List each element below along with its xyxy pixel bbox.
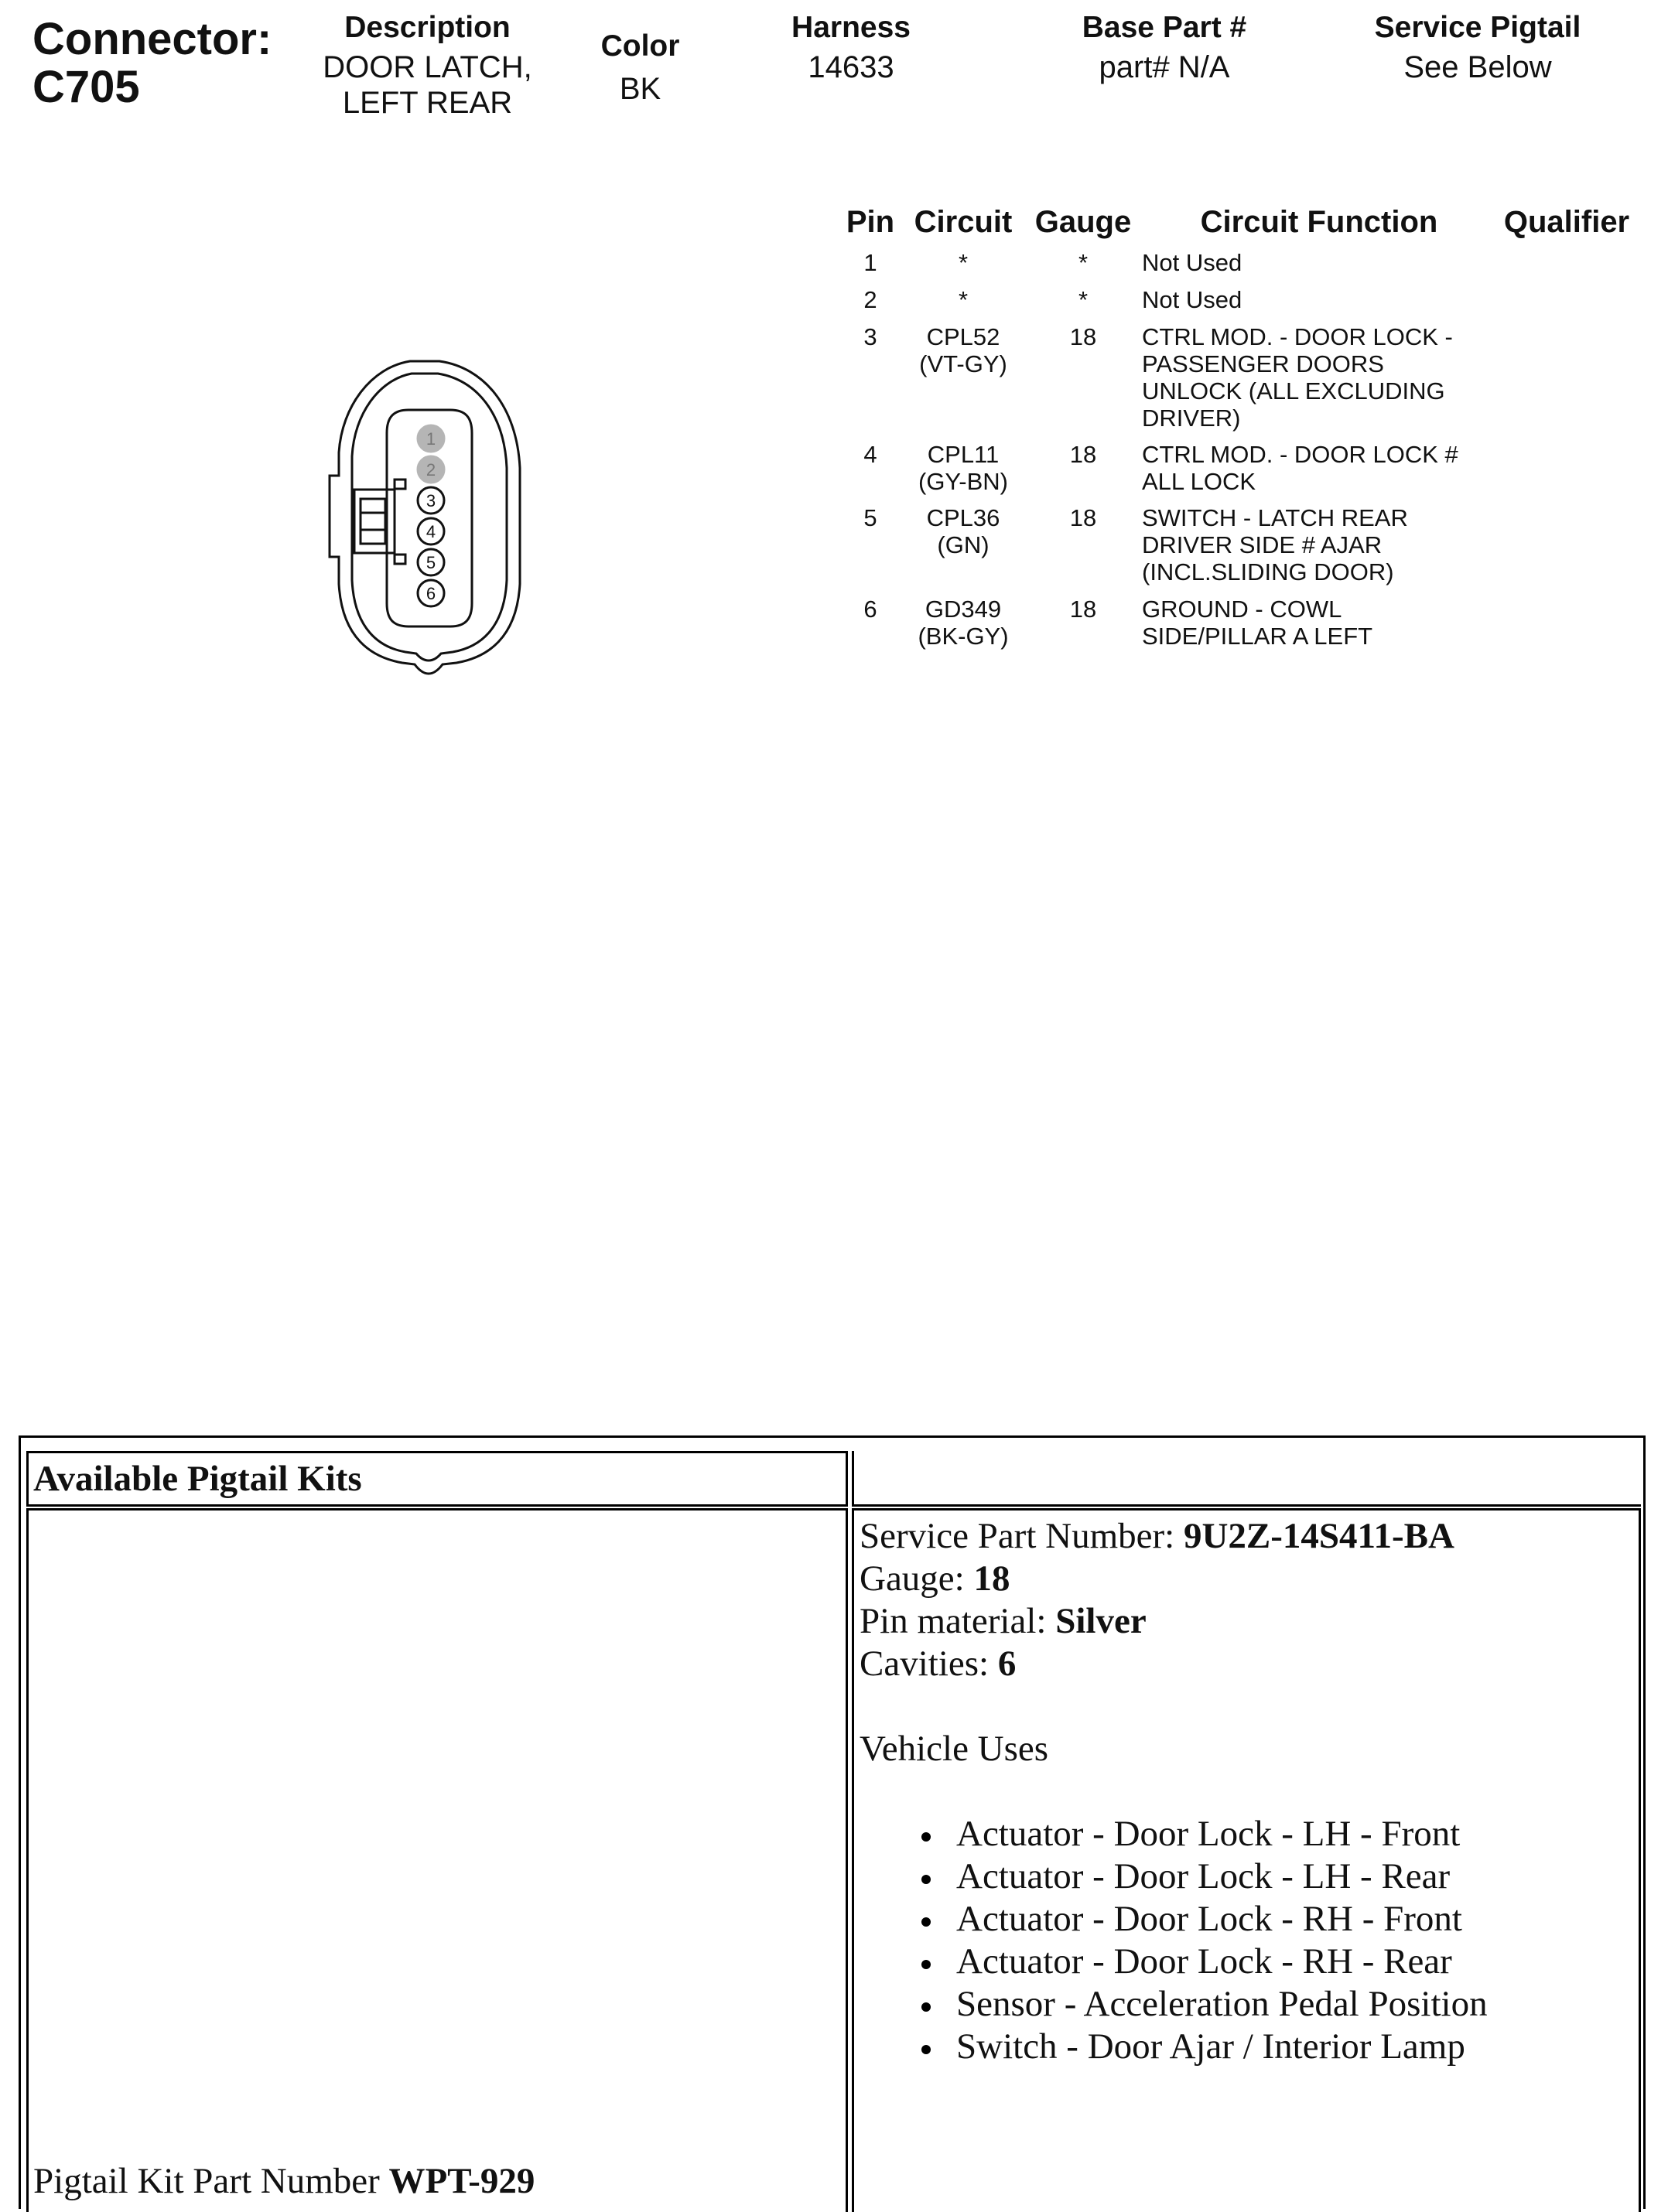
pin-material-label: Pin material: xyxy=(860,1601,1056,1641)
service-pigtail-column xyxy=(1342,0,1613,85)
vehicle-use-item xyxy=(860,1855,1488,1898)
cavities-line xyxy=(860,1643,1488,1685)
pigtail-kit-part-label: Pigtail Kit Part Number xyxy=(33,2161,389,2201)
pigtail-title-box xyxy=(26,1451,848,1507)
service-part-line xyxy=(860,1515,1488,1558)
wire-gauge: 18 xyxy=(1069,441,1097,468)
pin-cavity-label: 1 xyxy=(426,429,436,449)
vehicle-use-text: Actuator - Door Lock - RH - Rear xyxy=(956,1941,1452,1982)
pin-number: 2 xyxy=(863,286,877,313)
vehicle-use-item xyxy=(860,1898,1488,1941)
wire-gauge: * xyxy=(1078,286,1089,313)
pigtail-kit-box xyxy=(26,1508,848,2212)
connector-housing-inner xyxy=(352,374,507,661)
circuit-wire-color: (VT-GY) xyxy=(919,350,1007,377)
wire-gauge: 18 xyxy=(1069,596,1097,623)
pin-cavity-label: 4 xyxy=(426,522,436,541)
bullet-icon xyxy=(921,2002,931,2012)
color-column xyxy=(576,0,704,107)
pigtail-title: Available Pigtail Kits xyxy=(33,1459,362,1499)
harness-column xyxy=(743,0,959,85)
connector-value: C705 xyxy=(32,62,140,112)
vehicle-use-text: Sensor - Acceleration Pedal Position xyxy=(956,1984,1488,2024)
service-pigtail-value: See Below xyxy=(1403,50,1552,84)
qualifier-col-header: Qualifier xyxy=(1503,205,1630,239)
circuit-id: * xyxy=(958,249,969,276)
pin-material-value: Silver xyxy=(1055,1601,1147,1641)
bullet-icon xyxy=(921,1875,931,1884)
circuit-function-line: PASSENGER DOORS xyxy=(1142,350,1384,377)
service-part-value: 9U2Z-14S411-BA xyxy=(1183,1516,1454,1556)
pigtail-kit-part-value: WPT-929 xyxy=(388,2161,535,2201)
description-column xyxy=(294,0,561,121)
circuit-id: * xyxy=(958,286,969,313)
circuit-function-col-header: Circuit Function xyxy=(1200,205,1438,239)
circuit-id: CPL11 xyxy=(927,441,1000,468)
circuit-function-line: Not Used xyxy=(1142,249,1242,276)
wire-gauge: 18 xyxy=(1069,323,1097,350)
bullet-icon xyxy=(921,2045,931,2054)
cavities-label: Cavities: xyxy=(860,1644,998,1684)
bullet-icon xyxy=(921,1832,931,1842)
description-line2: LEFT REAR xyxy=(342,86,513,120)
wire-gauge: * xyxy=(1078,249,1089,276)
vehicle-use-item xyxy=(860,1941,1488,1983)
circuit-id: CPL52 xyxy=(926,323,1000,350)
circuit-function-line: Not Used xyxy=(1142,286,1242,313)
circuit-col-header: Circuit xyxy=(914,205,1013,239)
circuit-wire-color: (GY-BN) xyxy=(918,468,1008,495)
circuit-function-line: GROUND - COWL xyxy=(1142,596,1342,623)
color-value: BK xyxy=(619,72,661,106)
pigtail-kit-part-line xyxy=(33,2160,535,2203)
pin-cavity-label: 2 xyxy=(426,460,436,480)
pin-number: 1 xyxy=(863,249,877,276)
circuit-function-line: CTRL MOD. - DOOR LOCK - xyxy=(1142,323,1453,350)
circuit-function-line: CTRL MOD. - DOOR LOCK # xyxy=(1142,441,1458,468)
pin-cavity-label: 5 xyxy=(426,553,436,572)
color-label: Color xyxy=(600,29,680,63)
vehicle-use-text: Switch - Door Ajar / Interior Lamp xyxy=(956,2026,1465,2067)
vehicle-use-item xyxy=(860,1983,1488,2026)
pin-number: 4 xyxy=(863,441,877,468)
gauge-label: Gauge: xyxy=(860,1558,974,1599)
latch-tab-inner xyxy=(361,499,385,544)
circuit-wire-color: (GN) xyxy=(937,531,990,558)
circuit-function-line: (INCL.SLIDING DOOR) xyxy=(1142,558,1394,585)
gauge-col-header: Gauge xyxy=(1034,205,1132,239)
pin-material-line xyxy=(860,1600,1488,1643)
circuit-function-line: SIDE/PILLAR A LEFT xyxy=(1142,623,1373,650)
vehicle-use-text: Actuator - Door Lock - LH - Rear xyxy=(956,1856,1451,1896)
vehicle-use-item xyxy=(860,2026,1488,2068)
harness-label: Harness xyxy=(791,11,911,44)
vehicle-uses-list xyxy=(860,1813,1488,2068)
base-part-column xyxy=(1048,0,1280,85)
pigtail-title-spacer xyxy=(852,1451,1641,1507)
gauge-value: 18 xyxy=(973,1558,1010,1599)
circuit-function-line: ALL LOCK xyxy=(1142,468,1256,495)
vehicle-use-item xyxy=(860,1813,1488,1855)
circuit-id: GD349 xyxy=(925,596,1002,623)
gauge-line xyxy=(860,1558,1488,1600)
circuit-function-line: DRIVER) xyxy=(1142,405,1241,432)
pin-number: 6 xyxy=(863,596,877,623)
service-part-label: Service Part Number: xyxy=(860,1516,1184,1556)
cavities-value: 6 xyxy=(997,1644,1017,1684)
pin-cavity-label: 6 xyxy=(426,584,436,603)
bullet-icon xyxy=(921,1960,931,1969)
bullet-icon xyxy=(921,1917,931,1927)
pin-col-header: Pin xyxy=(846,205,895,239)
vehicle-uses-label: Vehicle Uses xyxy=(860,1729,1049,1769)
pigtail-details-box xyxy=(852,1508,1641,2212)
base-part-label: Base Part # xyxy=(1082,11,1247,44)
circuit-function-line: DRIVER SIDE # AJAR xyxy=(1142,531,1383,558)
circuit-function-line: SWITCH - LATCH REAR xyxy=(1142,504,1408,531)
circuit-wire-color: (BK-GY) xyxy=(918,623,1009,650)
service-pigtail-label: Service Pigtail xyxy=(1374,11,1581,44)
vehicle-use-text: Actuator - Door Lock - LH - Front xyxy=(956,1814,1461,1854)
connector-diagram xyxy=(325,352,534,684)
harness-value: 14633 xyxy=(808,50,894,84)
pin-number: 3 xyxy=(863,323,877,350)
base-part-value: part# N/A xyxy=(1099,50,1230,84)
description-line1: DOOR LATCH, xyxy=(323,50,532,84)
pin-number: 5 xyxy=(863,504,877,531)
circuit-id: CPL36 xyxy=(926,504,1000,531)
connector-label: Connector: xyxy=(32,14,272,64)
pin-cavity-label: 3 xyxy=(426,491,436,510)
vehicle-use-text: Actuator - Door Lock - RH - Front xyxy=(956,1899,1462,1939)
connector-id xyxy=(32,15,272,111)
wire-gauge: 18 xyxy=(1069,504,1097,531)
circuit-function-line: UNLOCK (ALL EXCLUDING xyxy=(1142,377,1445,405)
description-label: Description xyxy=(344,11,511,44)
